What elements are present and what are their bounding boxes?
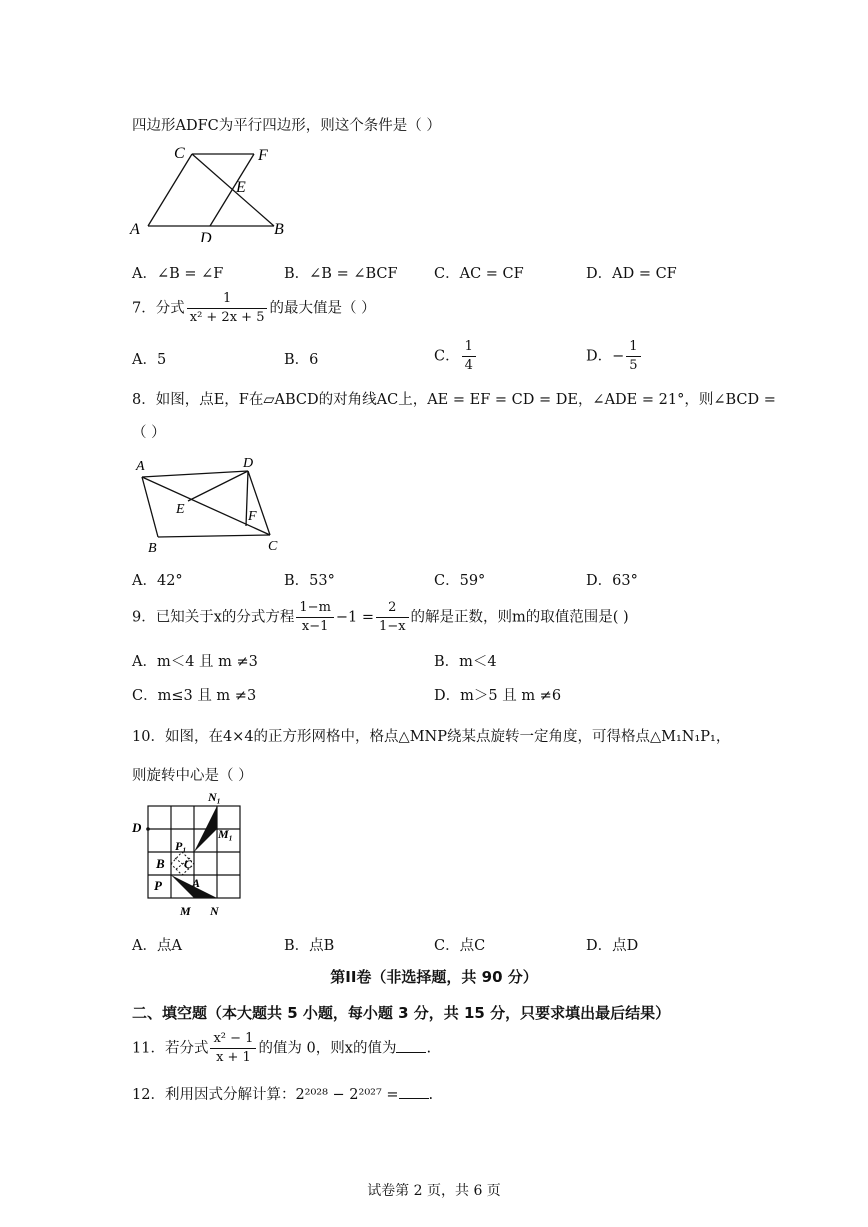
q10-label-a: A (192, 876, 201, 890)
q10-label-c: C (184, 857, 193, 871)
q6-figure (128, 142, 308, 242)
part2-heading: 二、填空题（本大题共 5 小题，每小题 3 分，共 15 分，只要求填出最后结果） (132, 1004, 671, 1022)
q8-label-e: E (176, 502, 185, 517)
q7-option-c: C． $\frac{1}{4}$ (434, 338, 478, 375)
q10-label-m1: M₁ (218, 827, 233, 841)
q9-option-c: C．m≤3 且 m ≠3 (132, 688, 257, 704)
q6-option-d: D．AD = CF (586, 266, 677, 282)
q10-label-n: N (210, 904, 219, 918)
q10-option-c: C．点C (434, 938, 486, 954)
q7-option-b: B．6 (284, 352, 319, 368)
q10-option-b: B．点B (284, 938, 335, 954)
q7-option-a: A．5 (132, 352, 167, 368)
q10-label-m: M (180, 904, 191, 918)
q12-stem: 12．利用因式分解计算：2²⁰²⁸ − 2²⁰²⁷ = . (132, 1083, 433, 1104)
q10-stem-line2: 则旋转中心是（ ） (132, 768, 253, 784)
q8-label-d: D (243, 456, 254, 471)
q10-label-n1: N₁ (208, 790, 221, 804)
q10-label-p: P (154, 878, 162, 893)
q12-answer-blank (399, 1084, 429, 1099)
q9-option-b: B．m＜4 (434, 654, 497, 670)
q6-label-d: D (200, 230, 212, 242)
q8-stem-line2: （ ） (132, 425, 166, 441)
q10-label-p1: P₁ (175, 839, 187, 853)
q6-label-b: B (274, 221, 284, 238)
q6-label-e: E (236, 179, 246, 196)
q9-fraction-2: $\frac{2}{1-x}$ (376, 599, 409, 636)
q6-option-c: C．AC = CF (434, 266, 524, 282)
q11-fraction: $\frac{\text{x² − 1}}{x + 1}$ (210, 1030, 256, 1067)
q10-option-d: D．点D (586, 938, 639, 954)
q7-suffix: 的最大值是（ ） (269, 300, 376, 317)
q8-option-c: C．59° (434, 573, 486, 589)
q12-expression: 2²⁰²⁸ − 2²⁰²⁷ = (295, 1087, 399, 1103)
q10-label-d: D (132, 820, 142, 835)
q6-option-b: B．∠B = ∠BCF (284, 266, 398, 282)
q6-label-a: A (130, 221, 140, 238)
q9-stem: 9．已知关于x的分式方程 $\frac{1-m}{x-1}$ −1 = $\frac{2}{1-x}$ 的解是正数，则m的取值范围是( ) (132, 600, 629, 634)
page-footer: 试卷第 2 页，共 6 页 (367, 1183, 501, 1199)
q8-label-b: B (148, 541, 157, 556)
q7-prefix: 7．分式 (132, 300, 185, 317)
q8-option-a: A．42° (132, 573, 183, 589)
q8-figure (130, 456, 290, 556)
q11-stem: 11．若分式 $\frac{\text{x² − 1}}{x + 1}$ 的值为 0，则x的值为 . (132, 1031, 432, 1065)
q7-option-d: D．− $\frac{1}{5}$ (586, 338, 643, 375)
q7-stem (132, 290, 376, 327)
q9-option-a: A．m＜4 且 m ≠3 (132, 654, 258, 670)
q10-option-a: A．点A (132, 938, 182, 954)
q6-label-c: C (174, 145, 185, 162)
q8-label-f: F (248, 509, 257, 524)
q9-fraction-1: $\frac{1-m}{x-1}$ (296, 599, 334, 636)
q8-label-c: C (268, 539, 278, 554)
q11-answer-blank (396, 1038, 426, 1053)
q6-label-f: F (258, 147, 268, 164)
section2-title: 第II卷（非选择题，共 90 分） (330, 968, 538, 986)
q8-option-b: B．53° (284, 573, 335, 589)
q8-label-a: A (136, 459, 145, 474)
q6-stem: 四边形ADFC为平行四边形，则这个条件是（ ） (132, 118, 441, 134)
q8-stem-line1: 8．如图，点E，F在▱ABCD的对角线AC上，AE = EF = CD = DE，∠ADE = 21°，则∠BCD = (132, 392, 776, 408)
q6-option-a: A．∠B = ∠F (132, 266, 224, 282)
q9-option-d: D．m＞5 且 m ≠6 (434, 688, 562, 704)
q8-option-d: D．63° (586, 573, 638, 589)
q7-fraction: $\frac{1}{\text{x² + 2x + 5}}$ (187, 290, 268, 327)
q10-figure (128, 788, 248, 923)
q10-label-b: B (156, 856, 165, 871)
q10-stem-line1: 10．如图，在4×4的正方形网格中，格点△MNP绕某点旋转一定角度，可得格点△M₁N₁P₁， (132, 729, 731, 745)
